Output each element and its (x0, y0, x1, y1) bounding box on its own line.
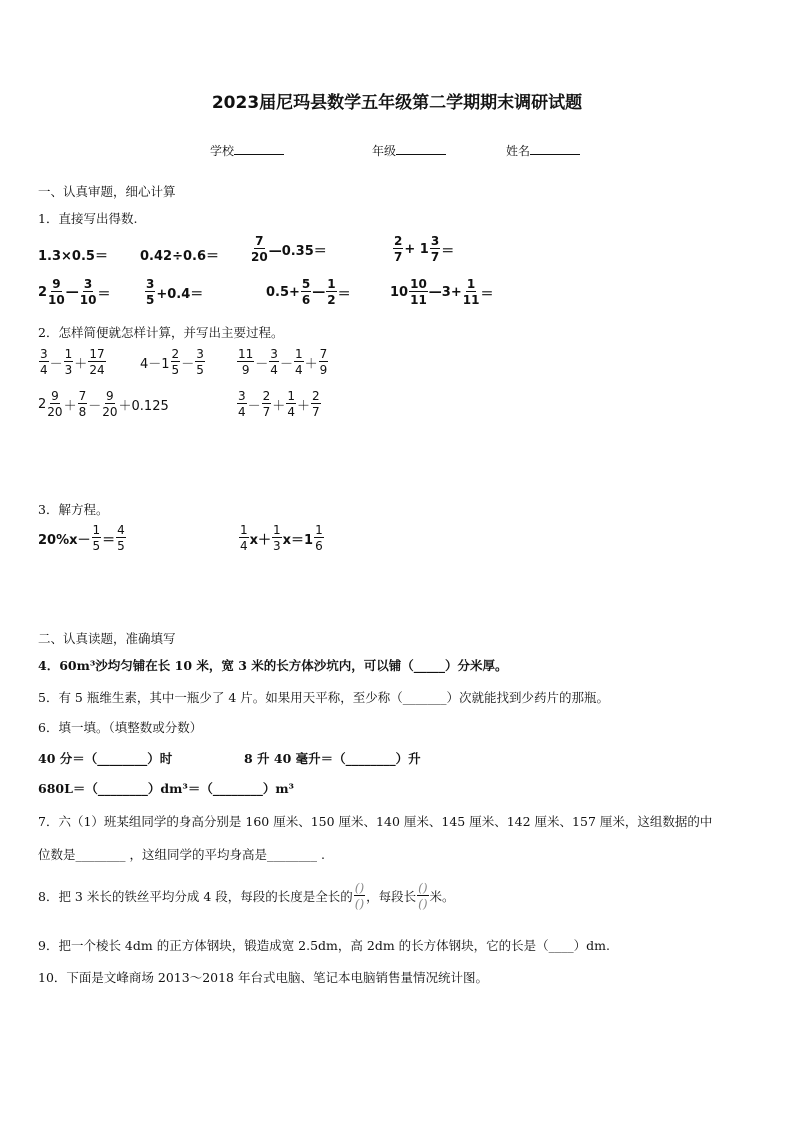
q2-expr-1: $\frac{3}{4}$ － $\frac{1}{3}$ ＋ $\frac{17}{24}$ (40, 347, 105, 377)
question-9: 9．把一个棱长 4dm 的正方体钢块，锻造成宽 2.5dm，高 2dm 的长方体钢块，它的长是（____）dm. (38, 938, 610, 953)
question-10: 10．下面是文峰商场 2013～2018 年台式电脑、笔记本电脑销售量情况统计图。 (38, 970, 488, 985)
grade-label: 年级 (372, 144, 397, 158)
question-6b: 8 升 40 毫升＝（________）升 (244, 751, 421, 766)
section-1-heading: 一、认真审题，细心计算 (38, 184, 176, 199)
exam-title: 2023届尼玛县数学五年级第二学期期末调研试题 (211, 93, 583, 113)
section-2-heading: 二、认真读题，准确填写 (38, 631, 176, 646)
q3-equation-1: 20%x－ $\frac{1}{5}$ ＝ $\frac{4}{5}$ (38, 523, 125, 553)
q2-expr-4: 2 $\frac{9}{20}$ ＋ $\frac{7}{8}$ － $\frac{9}{20}$ ＋0.125 (38, 389, 169, 419)
question-6c: 680L＝（________）dm³＝（________）m³ (38, 781, 295, 796)
q1-expr-a: 1.3×0.5＝ (38, 249, 108, 264)
question-8: 8．把 3 米长的铁丝平均分成 4 段，每段的长度是全长的 $\frac{()}{()}$ ，每段长 $\frac{()}{()}$ 米。 (38, 881, 455, 911)
school-field[interactable] (210, 142, 284, 159)
question-1-label: 1．直接写出得数. (38, 211, 138, 226)
q2-expr-2: 4－1 $\frac{2}{5}$ － $\frac{3}{5}$ (140, 347, 204, 377)
q1-expr-c: $\frac{7}{20}$ —0.35＝ (251, 234, 327, 264)
question-6a: 40 分＝（________）时 (38, 751, 173, 766)
question-7-line-2: 位数是________ ，这组同学的平均身高是________ . (38, 847, 325, 862)
q3-equation-2: $\frac{1}{4}$ x＋ $\frac{1}{3}$ x＝1 $\frac{1}{6}$ (240, 523, 323, 553)
grade-blank[interactable] (396, 154, 446, 155)
question-6-label: 6．填一填。（填整数或分数） (38, 720, 203, 735)
q1-expr-b: 0.42÷0.6＝ (140, 249, 219, 264)
name-field[interactable] (506, 142, 580, 159)
school-label: 学校 (210, 144, 235, 158)
question-4: 4．60m³沙均匀铺在长 10 米，宽 3 米的长方体沙坑内，可以铺（_____）分米厚。 (38, 658, 508, 673)
q1-expr-g: 0.5+ $\frac{5}{6}$ — $\frac{1}{2}$ ＝ (266, 277, 351, 307)
q1-expr-f: $\frac{3}{5}$ +0.4＝ (146, 277, 204, 307)
question-2-label: 2．怎样简便就怎样计算，并写出主要过程。 (38, 325, 284, 340)
question-3-label: 3．解方程。 (38, 502, 109, 517)
q2-expr-3: $\frac{11}{9}$ － $\frac{3}{4}$ － $\frac{1}{4}$ ＋ $\frac{7}{9}$ (238, 347, 328, 377)
q1-expr-d: $\frac{2}{7}$ + 1 $\frac{3}{7}$ ＝ (394, 234, 455, 264)
question-5: 5．有 5 瓶维生素，其中一瓶少了 4 片。如果用天平称，至少称（_______）次就能找到少药片的那瓶。 (38, 690, 610, 705)
grade-field[interactable] (372, 142, 446, 159)
question-7-line-1: 7．六（1）班某组同学的身高分别是 160 厘米、150 厘米、140 厘米、145 厘米、142 厘米、157 厘米，这组数据的中 (38, 814, 713, 829)
q2-expr-5: $\frac{3}{4}$ － $\frac{2}{7}$ ＋ $\frac{1}{4}$ ＋ $\frac{2}{7}$ (238, 389, 320, 419)
school-blank[interactable] (234, 154, 284, 155)
name-label: 姓名 (506, 144, 531, 158)
q1-expr-e: 2 $\frac{9}{10}$ — $\frac{3}{10}$ ＝ (38, 277, 111, 307)
q1-expr-h: 10 $\frac{10}{11}$ —3+ $\frac{1}{11}$ ＝ (390, 277, 494, 307)
name-blank[interactable] (530, 154, 580, 155)
